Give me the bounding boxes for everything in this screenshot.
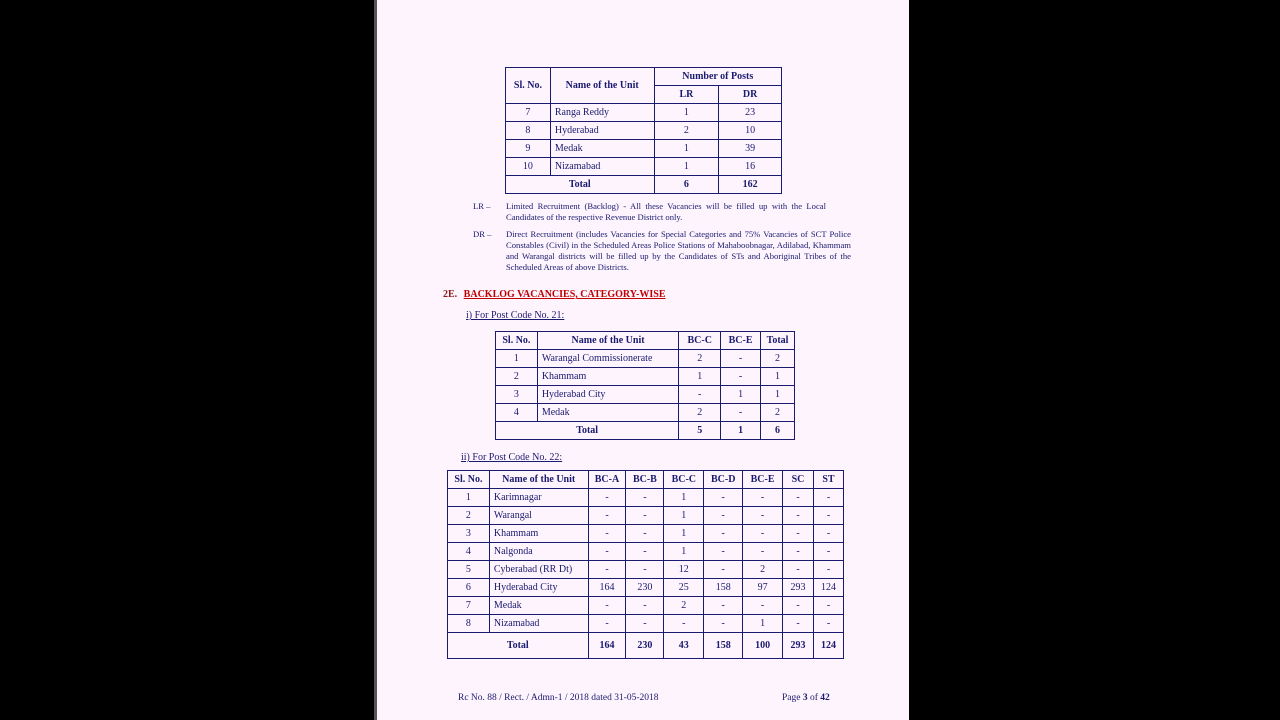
subheading-post-code-21: i) For Post Code No. 21: [466,310,565,321]
dr-abbreviation: DR – [473,229,492,239]
dr-definition: Direct Recruitment (includes Vacancies for Special Categories and 75% Vacancies of SCT Police Constables (Civil) in the Scheduled Areas Police Stations of Mahaboobnagar, Adilabad, Khammam and Warangal districts will be filled up by the Candidates of STs and Aboriginal Tribes of the Scheduled Areas of above Districts. [506,229,851,272]
subheading-post-code-22: ii) For Post Code No. 22: [461,452,563,463]
table-row: 2 Khammam 1 - 1 [496,368,795,386]
total-row: Total 5 1 6 [496,422,795,440]
document-page [374,0,909,720]
col-sc: SC [783,471,814,489]
table-row: 3 Hyderabad City - 1 1 [496,386,795,404]
page-number: Page 3 of 42 [782,693,830,703]
col-slno: Sl. No. [496,332,538,350]
col-bc-c: BC-C [664,471,704,489]
section-number: 2E. [443,289,458,300]
lr-abbreviation: LR – [473,201,491,211]
total-row: Total 6 162 [506,176,782,194]
col-unit: Name of the Unit [537,332,678,350]
table-row: 7 Ranga Reddy 1 23 [506,104,782,122]
table-row: 3 Khammam - - 1 - - - - [448,525,844,543]
lr-definition: Limited Recruitment (Backlog) - All these Vacancies will be filled up with the Local Candidates of the respective Revenue District only. [506,201,826,222]
table-row: 8 Nizamabad - - - - 1 - - [448,615,844,633]
col-bc-e: BC-E [721,332,761,350]
col-bc-d: BC-D [704,471,743,489]
col-unit: Name of the Unit [550,68,654,104]
col-st: ST [813,471,843,489]
footer-reference: Rc No. 88 / Rect. / Admn-1 / 2018 dated 31-05-2018 [458,693,659,703]
post-code-22-table [447,470,844,659]
col-total: Total [761,332,795,350]
posts-table [505,67,782,194]
col-bc-c: BC-C [679,332,721,350]
total-row: Total 164 230 43 158 100 293 124 [448,633,844,659]
table-row: 4 Nalgonda - - 1 - - - - [448,543,844,561]
col-unit: Name of the Unit [489,471,588,489]
post-code-21-table [495,331,795,440]
col-dr: DR [719,86,782,104]
col-slno: Sl. No. [506,68,551,104]
table-row: 4 Medak 2 - 2 [496,404,795,422]
table-row: 10 Nizamabad 1 16 [506,158,782,176]
table-row: 1 Warangal Commissionerate 2 - 2 [496,350,795,368]
col-bc-a: BC-A [588,471,626,489]
col-slno: Sl. No. [448,471,490,489]
table-row: 8 Hyderabad 2 10 [506,122,782,140]
col-bc-e: BC-E [743,471,783,489]
section-heading [443,289,666,300]
table-row: 6 Hyderabad City 164 230 25 158 97 293 124 [448,579,844,597]
section-title: BACKLOG VACANCIES, CATEGORY-WISE [463,289,666,300]
table-row: 5 Cyberabad (RR Dt) - - 12 - 2 - - [448,561,844,579]
table-row: 1 Karimnagar - - 1 - - - - [448,489,844,507]
col-bc-b: BC-B [626,471,664,489]
table-row: 9 Medak 1 39 [506,140,782,158]
col-lr: LR [654,86,719,104]
col-number-of-posts: Number of Posts [654,68,781,86]
table-row: 7 Medak - - 2 - - - - [448,597,844,615]
table-row: 2 Warangal - - 1 - - - - [448,507,844,525]
